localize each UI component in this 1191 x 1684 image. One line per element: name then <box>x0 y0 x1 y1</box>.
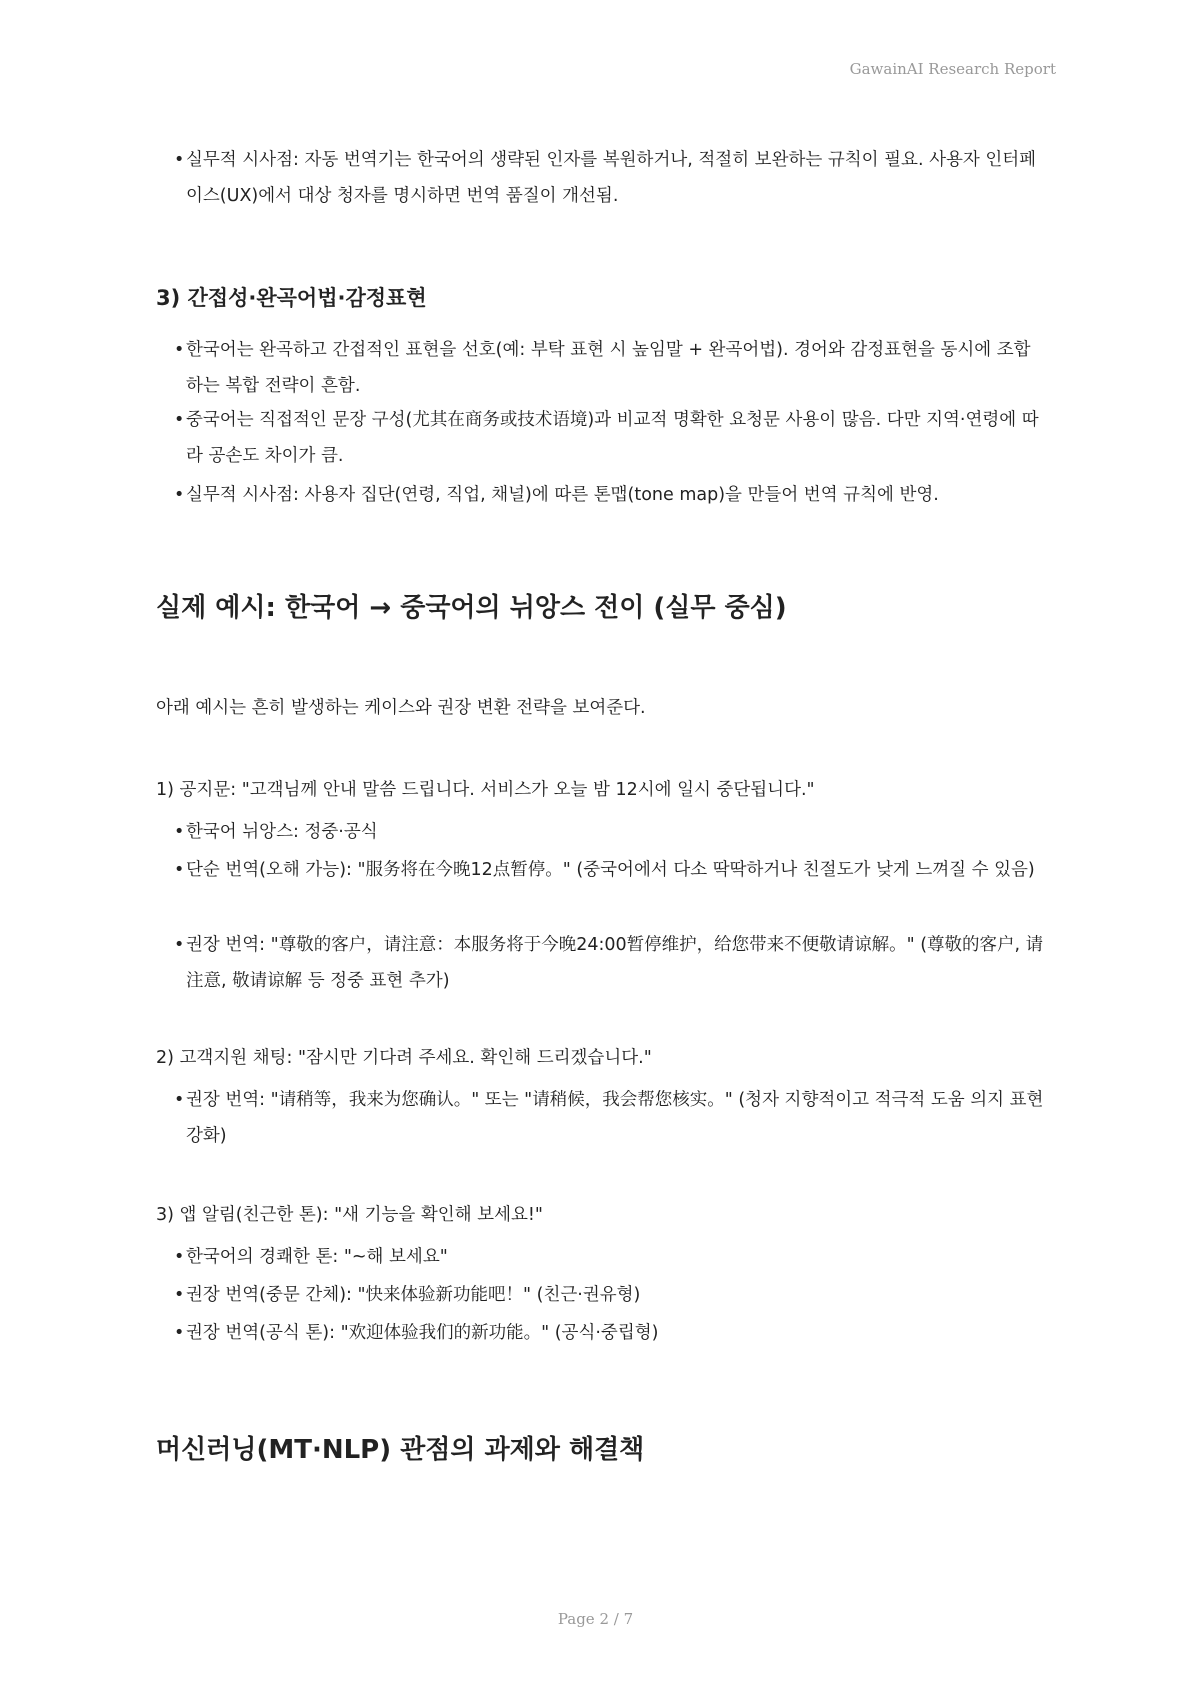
page-number: Page 2 / 7 <box>557 1610 634 1628</box>
case-title: 3) 앱 알림(친근한 톤): "새 기능을 확인해 보세요!" <box>156 1205 543 1225</box>
list-item: • 실무적 시사점: 사용자 집단(연령, 직업, 채널)에 따른 톤맵(tone map)을 만들어 번역 규칙에 반영. <box>174 477 1046 513</box>
paragraph: 아래 예시는 흔히 발생하는 케이스와 권장 변환 전략을 보여준다. <box>156 698 646 718</box>
list-item: • 권장 번역: "尊敬的客户，请注意：本服务将于今晚24:00暂停维护，给您带来不便敬请谅解。" (尊敬的客户, 请注意, 敬请谅解 등 정중 표현 추가) <box>174 927 1046 999</box>
list-item: • 중국어는 직접적인 문장 구성(尤其在商务或技术语境)과 비교적 명확한 요청문 사용이 많음. 다만 지역·연령에 따라 공손도 차이가 큼. <box>174 402 1046 474</box>
running-header: GawainAI Research Report <box>849 60 1056 78</box>
case-title: 1) 공지문: "고객님께 안내 말씀 드립니다. 서비스가 오늘 밤 12시에 일시 중단됩니다." <box>156 780 815 800</box>
list-item: • 단순 번역(오해 가능): "服务将在今晚12点暂停。" (중국어에서 다소 딱딱하거나 친절도가 낮게 느껴질 수 있음) <box>174 852 1046 888</box>
section-heading: 실제 예시: 한국어 → 중국어의 뉘앙스 전이 (실무 중심) <box>156 593 787 623</box>
list-item: • 한국어는 완곡하고 간접적인 표현을 선호(예: 부탁 표현 시 높임말 + 완곡어법). 경어와 감정표현을 동시에 조합하는 복합 전략이 흔함. <box>174 332 1046 404</box>
list-item: • 한국어 뉘앙스: 정중·공식 <box>174 814 1046 850</box>
list-item: • 권장 번역(중문 간체): "快来体验新功能吧！" (친근·권유형) <box>174 1277 1046 1313</box>
list-item: • 권장 번역(공식 톤): "欢迎体验我们的新功能。" (공식·중립형) <box>174 1315 1046 1351</box>
list-item: • 권장 번역: "请稍等，我来为您确认。" 또는 "请稍候，我会帮您核实。" (청자 지향적이고 적극적 도움 의지 표현 강화) <box>174 1082 1046 1154</box>
list-item: • 실무적 시사점: 자동 번역기는 한국어의 생략된 인자를 복원하거나, 적절히 보완하는 규칙이 필요. 사용자 인터페이스(UX)에서 대상 청자를 명시하면 번역 품질이 개선됨. <box>174 142 1046 214</box>
section-heading: 머신러닝(MT·NLP) 관점의 과제와 해결책 <box>156 1435 645 1465</box>
case-title: 2) 고객지원 채팅: "잠시만 기다려 주세요. 확인해 드리겠습니다." <box>156 1048 652 1068</box>
section-heading: 3) 간접성·완곡어법·감정표현 <box>156 286 427 310</box>
list-item: • 한국어의 경쾌한 톤: "~해 보세요" <box>174 1239 1046 1275</box>
